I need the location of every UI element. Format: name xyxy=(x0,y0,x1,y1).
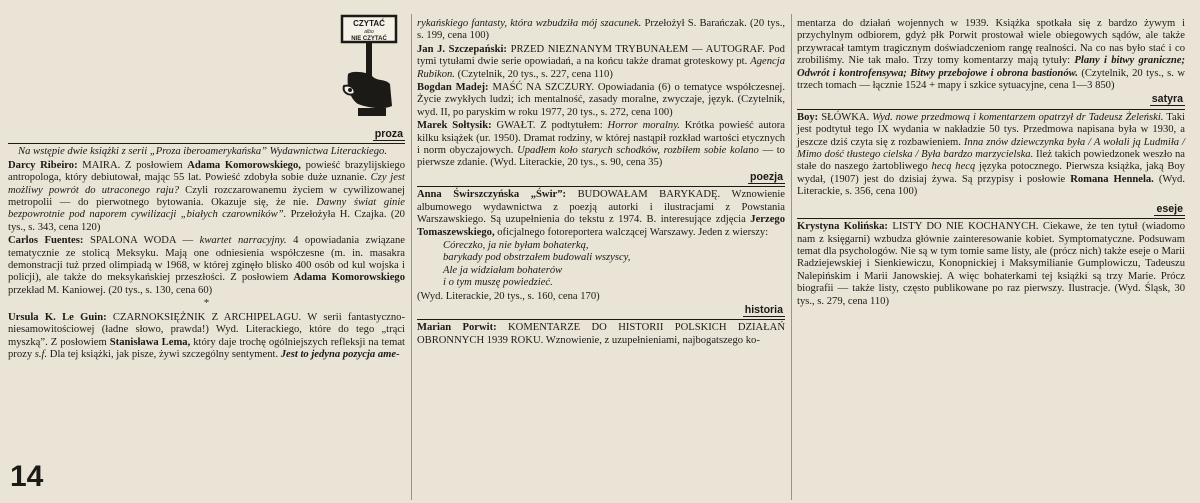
section-rule xyxy=(417,319,785,320)
author: Marian Porwit: xyxy=(417,322,497,334)
section-label-poezja: poezja xyxy=(750,170,783,183)
section-label-historia: historia xyxy=(744,303,783,316)
publication-info: (Wyd. Literackie, 20 tys., s. 160, cena 170) xyxy=(417,290,600,302)
section-rule xyxy=(417,186,785,187)
poem-line: Córeczko, ja nie byłam bohaterką, xyxy=(443,239,589,251)
review-entry: Carlos Fuentes: SPALONA WODA — kwartet narracyjny. 4 opowiadania związane tematycznie ze stolicą Meksyku. Mają one odniesienia współczesne (m. in. masakra demonstracji tuż przed olimpiadą w 1968, w której zginęło blisko 400 osób od kul wojska i policji), ale także do meksykańskiej przeszłości. Z posłowiem Adama Komorowskiego przekład M. Kaniowej. (20 tys., s. 130, cena 60) xyxy=(8,235,405,296)
author: Anna Świrszczyńska „Świr”: xyxy=(417,189,567,201)
review-entry: Ursula K. Le Guin: CZARNOKSIĘŻNIK Z ARCHIPELAGU. W serii fantastyczno-niesamowitościowej (ładne słowo, prawda!) Wyd. Literackiego, które do tego „trąci myszką”. Z posłowiem Stanisława Lema, który daje trochę ogólniejszych refleksji na temat prozy s.f. Dla tej książki, jak pisze, żywi szczególny sentyment. Jest to jedyna pozycja ame- xyxy=(8,311,405,360)
poem-line: i o tym muszę powiedzieć. xyxy=(443,277,553,289)
logo-line3: NIE CZYTAĆ xyxy=(351,36,387,42)
review-entry: Darcy Ribeiro: MAIRA. Z posłowiem Adama Komorowskiego, powieść brazylijskiego antropologa, który debiutował, mając 55 lat. Powieść zdobyła sobie duże uznanie. Czy jest możliwy powrót do utraconego raju? Czyli rozczarowanemu życiem w cywilizowanej metropolii — do pierwotnego bytowania. Okazuje się, że nie. Dawny świat ginie bezpowrotnie pod naporem cywilizacji „białych czarowników”. Przełożyła H. Czajka. (20 tys., s. 343, cena 120) xyxy=(8,159,405,233)
poem-line: Ale ja widziałam bohaterów xyxy=(443,264,563,276)
review-entry: Boy: SŁÓWKA. Wyd. nowe przedmową i komentarzem opatrzył dr Tadeusz Żeleński. Taki jest podtytuł tego IX wydania w nakładzie 50 tys. Przedmowa napisana była w 1930, a jeszcze dziś czyta się z rozbawieniem. Inna znów dziewczynka była / A wołali ją Ludmiła / Mimo dość tłustego cielska / Była bardzo marzycielska. Ileż takich powiedzonek weszło na stałe do naszego żartobliwego hecą hecą języka potocznego. Pierwsza książka, jaką Boy wydał, (1907) jest do dzisiaj żywa. Są przypisy i posłowie Romana Hennela. (Wyd. Literackie, s. 356, cena 100) xyxy=(797,111,1185,198)
continued-text: mentarza do działań wojennych w 1939. Książka spotkała się z bardzo żywym i przychylnym odbiorem, gdyż płk Porwit prostował wiele obiegowych sądów, ale także przywracał tamtym tragicznym doświadczeniom rangę realności. Na co nas było stać i co zrobiliśmy. Nie tak mało. Trzy tomy komentarzy mają tytuły: Plany i bitwy graniczne; Odwrót i kontrofensywa; Bitwy przebojowe i obrona bastionów. (Czytelnik, 20 tys., s. w trzech tomach — łącznie 1524 + mapy i szkice sytuacyjne, cena 1—3 850) xyxy=(797,18,1185,92)
page-number: 14 xyxy=(10,460,44,493)
separator-star: * xyxy=(203,298,210,310)
author: Marek Sołtysik: xyxy=(417,120,492,132)
author: Ursula K. Le Guin: xyxy=(8,311,107,323)
review-entry: Bogdan Madej: MAŚĆ NA SZCZURY. Opowiadania (6) o tematyce współczesnej. Życie zwykłych ludzi; ich mentalność, zasady moralne, zwyczaje, język. (Czytelnik, wyd. II, po paryskim w roku 1977, 20 tys., s. 272, cena 100) xyxy=(417,82,785,118)
author: Boy: xyxy=(797,111,819,123)
section-label-satyra: satyra xyxy=(1151,93,1183,106)
author: Krystyna Kolińska: xyxy=(797,221,888,233)
column-3 xyxy=(797,18,1185,309)
column-divider xyxy=(411,14,412,500)
review-entry: Krystyna Kolińska: LISTY DO NIE KOCHANYCH. Ciekawe, że ten tytuł (wiadomo nam z księgarni) wzbudza głównie zainteresowanie kobiet. Symptomatyczne. Podsuwam temat dla psychologów. Nie są w tym tomie same listy, ale (prócz nich) także eseje o Marii Radziejewskiej i Sienkiewiczu, Konopnickiej i Maksymilianie Gumplowiczu, Tadeuszu Nalepińskim i Marii Janowskiej. A więc bohaterkami tej książki są trzy Marie. Prócz biografii — także listy, często publikowane po raz pierwszy. Ilustracje. (Wyd. Śląsk, 30 tys., s. 279, cena 110) xyxy=(797,221,1185,307)
poem-quote xyxy=(443,240,785,290)
author: Bogdan Madej: xyxy=(417,82,489,94)
review-entry: Anna Świrszczyńska „Świr”: BUDOWAŁAM BARYKADĘ. Wznowienie albumowego wydawnictwa z poezją autorki i ilustracjami z Powstania Warszawskiego. Są uzupełnienia do tekstu z 1974. B. interesujące zdjęcia Jerzego Tomaszewskiego, oficjalnego fotoreportera walczącej Warszawy. Jeden z wierszy: xyxy=(417,189,785,238)
section-rule xyxy=(797,218,1185,219)
column-1 xyxy=(8,128,405,362)
review-entry: Jan J. Szczepański: PRZED NIEZNANYM TRYBUNAŁEM — AUTOGRAF. Pod tymi tytułami dwie serie opowiadań, a na końcu także dramat groteskowy pt. Agencja Rubikon. (Czytelnik, 20 tys., s. 227, cena 110) xyxy=(417,43,785,80)
author: Jan J. Szczepański: xyxy=(417,43,507,55)
review-entry: Marian Porwit: KOMENTARZE DO HISTORII POLSKICH DZIAŁAŃ OBRONNYCH 1939 ROKU. Wznowienie, z uzupełnieniami, najbogatszego ko- xyxy=(417,322,785,346)
poem-line: barykady pod obstrzałem budowali wszyscy, xyxy=(443,252,631,264)
section-rule xyxy=(797,109,1185,110)
column-divider xyxy=(791,14,792,500)
author: Darcy Ribeiro: xyxy=(8,159,78,171)
section-label-eseje: eseje xyxy=(1156,202,1183,215)
logo-line2: albo xyxy=(364,29,374,35)
continued-text: rykańskiego fantasty, która wzbudziła mój szacunek. Przełożył S. Barańczak. (20 tys., s. 199, cena 100) xyxy=(417,18,785,42)
column-2 xyxy=(417,18,785,348)
logo-line1: CZYTAĆ xyxy=(353,19,385,28)
section-rule xyxy=(8,143,405,144)
czytac-logo xyxy=(338,12,400,120)
review-entry: Marek Sołtysik: GWAŁT. Z podtytułem: Horror moralny. Krótka powieść autora kilku książek (ur. 1950). Dramat rodziny, w której nastąpił rozkład wartości etycznych i norm obyczajowych. Upadłem koło starych schodków, rozbiłem sobie kolano — to pierwsze zdanie. (Wyd. Literackie, 20 tys., s. 90, cena 35) xyxy=(417,120,786,169)
author: Carlos Fuentes: xyxy=(8,235,84,247)
intro-text: Na wstępie dwie książki z serii „Proza iberoamerykańska” Wydawnictwa Literackiego. xyxy=(18,146,387,158)
section-label-proza: proza xyxy=(374,128,403,140)
